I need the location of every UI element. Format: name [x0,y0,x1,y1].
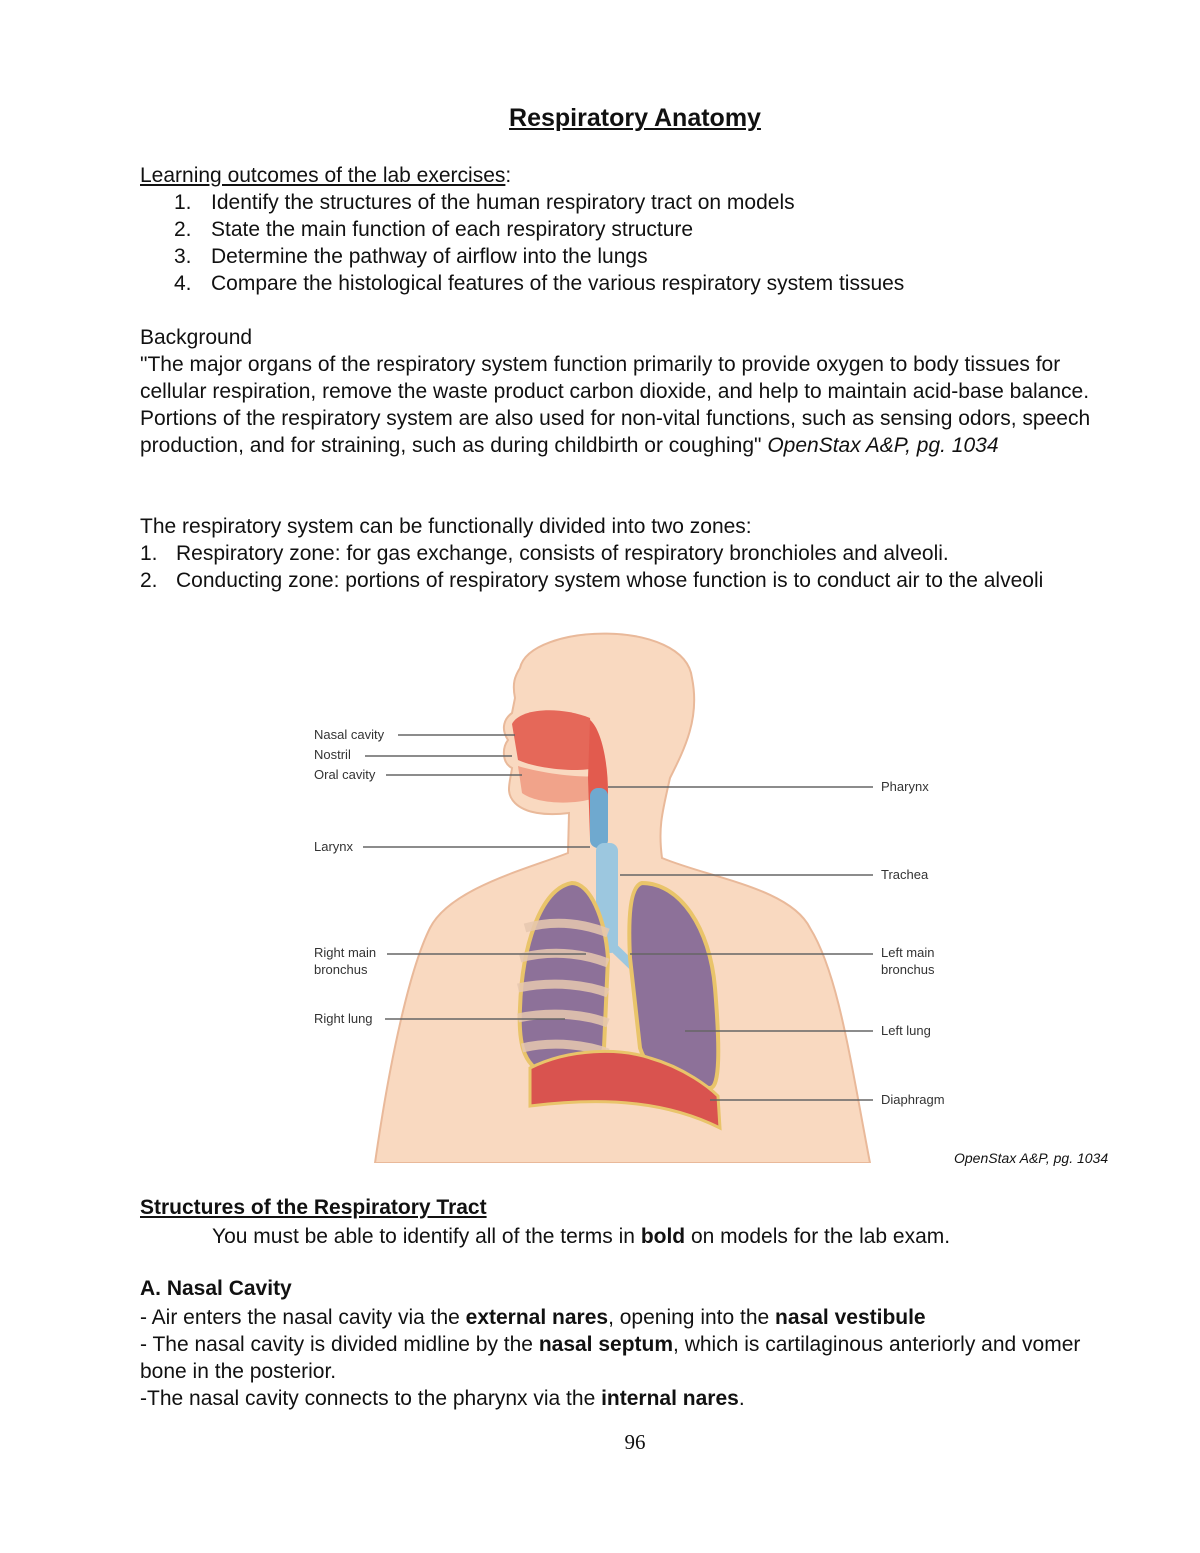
label-left-main: Left main [881,945,935,960]
nasal-line-2: - The nasal cavity is divided midline by the nasal septum, which is cartilaginous anteriorly and vomer bone in the posterior. [140,1333,1081,1383]
larynx-shape [590,788,608,848]
label-right-main: Right main [314,945,377,960]
label-larynx: Larynx [314,839,354,854]
structures-heading: Structures of the Respiratory Tract [140,1196,487,1219]
nasal-line-3: -The nasal cavity connects to the pharynx via the internal nares. [140,1387,745,1410]
citation: OpenStax A&P, pg. 1034 [767,434,999,457]
label-left-bronchus: bronchus [881,962,935,977]
label-right-lung: Right lung [314,1011,373,1026]
background-quote: "The major organs of the respiratory system function primarily to provide oxygen to body tissues for cellular respiration, remove the waste product carbon dioxide, and help to maintain acid-base balance. Portions of the respiratory system are also used for non-vital functions, such as sensing odors, speech production, and for straining, such as during childbirth or coughing" OpenStax A&P, pg. 1034 [140,353,1091,457]
page-number: 96 [624,1430,646,1454]
zones-intro: The respiratory system can be functionally divided into two zones: [140,515,752,538]
label-trachea: Trachea [881,867,929,882]
nasal-line-1: - Air enters the nasal cavity via the external nares, opening into the nasal vestibule [140,1306,926,1329]
label-nostril: Nostril [314,747,351,762]
nasal-cavity-shape [512,710,595,770]
document-page: Respiratory Anatomy Learning outcomes of the lab exercises: 1. Identify the structures of the human respiratory tract on models 2. State the main function of each respiratory structure 3. Determine the pathway of airflow into the lungs 4. Compare the histological features of the various respiratory system tissues Background "The major organs of the respiratory system function primarily to provide oxygen to body tissues for cellular respiration, remove the waste product carbon dioxide, and help to maintain acid-base balance. Portions of the respiratory system are also used for non-vital functions, such as sensing odors, speech production, and for straining, such as during childbirth or coughing" OpenStax A&P, pg. 1034 The respiratory system can be functionally divided into two zones: 1. Respiratory zone: for gas exchange, consists of respiratory bronchioles and alveoli. 2. Conducting zone: portions of respiratory system whose function is to conduct air to the alveoli Nasal cavity Nostril Oral cavity Larynx Right main bronchus Right lung Pharynx Trachea Left main bronchus Left lung Diaphragm OpenStax A&P, pg. 1034 Structures of the Respiratory Tract You must be able to identify all of the terms in bold on models for the lab exam. A. Nasal Cavity - Air enters the nasal cavity via the external nares, opening into the nasal vestibule - The nasal cavity is divided midline by the nasal septum, which is cartilaginous anteriorly and vomer bone in the posterior. -The nasal cavity connects to the pharynx via the internal nares. 96 [0,0,1200,1553]
outcomes-heading: Learning outcomes of the lab exercises: [140,164,512,187]
label-diaphragm: Diaphragm [881,1092,945,1107]
label-nasal-cavity: Nasal cavity [314,727,385,742]
structures-note: You must be able to identify all of the terms in bold on models for the lab exam. [212,1225,951,1248]
label-oral-cavity: Oral cavity [314,767,376,782]
background-heading: Background [140,326,253,349]
label-pharynx: Pharynx [881,779,929,794]
label-right-bronchus: bronchus [314,962,368,977]
nasal-cavity-heading: A. Nasal Cavity [140,1277,292,1300]
label-left-lung: Left lung [881,1023,931,1038]
figure-caption: OpenStax A&P, pg. 1034 [954,1150,1109,1166]
respiratory-system-diagram [290,628,980,1163]
page-title: Respiratory Anatomy [509,104,761,132]
